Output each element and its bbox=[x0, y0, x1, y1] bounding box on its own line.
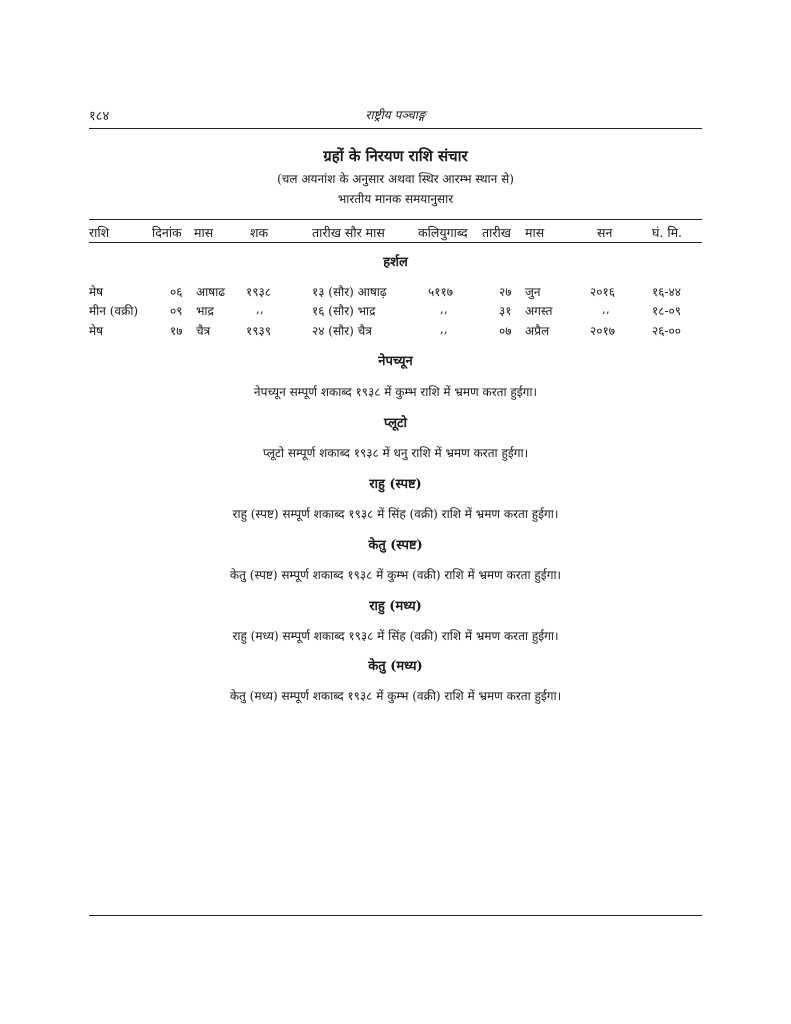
column-header-time: घं. मि. bbox=[652, 225, 683, 240]
table-cell-month: अगस्त bbox=[525, 304, 553, 318]
section-text-ketu-madhya: केतु (मध्य) सम्पूर्ण शकाब्द १९३८ में कुम्भ (वक्री) राशि में भ्रमण करता हुईगा। bbox=[229, 689, 562, 703]
table-cell-shaka: १९३९ bbox=[246, 324, 271, 338]
column-header-tarikh: तारीख bbox=[482, 225, 511, 240]
column-header-masa: मास bbox=[194, 225, 214, 240]
table-cell-rashi: मेष bbox=[89, 324, 104, 338]
page-title: ग्रहों के निरयण राशि संचार bbox=[323, 147, 468, 165]
table-cell-date: ०६ bbox=[170, 285, 183, 299]
table-cell-masa: चैत्र bbox=[196, 324, 211, 338]
column-header-month: मास bbox=[525, 225, 545, 240]
table-cell-rashi: मीन (वक्री) bbox=[89, 304, 139, 318]
section-heading-ketu-spasht: केतु (स्पष्ट) bbox=[368, 538, 423, 553]
column-header-shaka: शक bbox=[250, 225, 269, 240]
table-cell-kali: ५११७ bbox=[428, 285, 453, 299]
section-heading-rahu-spasht: राहु (स्पष्ट) bbox=[369, 477, 422, 492]
section-heading-rahu-madhya: राहु (मध्य) bbox=[369, 599, 422, 614]
table-cell-shaka: ,, bbox=[256, 302, 264, 316]
running-title: राष्ट्रीय पञ्चाङ्ग bbox=[365, 108, 426, 122]
section-heading-pluto: प्लूटो bbox=[384, 416, 407, 431]
table-cell-date: १७ bbox=[170, 324, 183, 338]
table-header-bottom-rule bbox=[89, 242, 702, 243]
section-heading-neptune: नेपच्यून bbox=[378, 354, 413, 369]
section-text-ketu-spasht: केतु (स्पष्ट) सम्पूर्ण शकाब्द १९३८ में कुम्भ (वक्री) राशि में भ्रमण करता हुईगा। bbox=[229, 568, 562, 582]
column-header-rashi: राशि bbox=[89, 225, 110, 240]
table-cell-time: १८-०९ bbox=[652, 304, 682, 318]
section-heading-ketu-madhya: केतु (मध्य) bbox=[368, 659, 423, 674]
table-cell-saur: १३ (सौर) आषाढ़ bbox=[312, 285, 387, 299]
section-text-rahu-madhya: राहु (मध्य) सम्पूर्ण शकाब्द १९३८ में सिंह (वक्री) राशि में भ्रमण करता हुईगा। bbox=[232, 629, 559, 643]
column-header-san: सन bbox=[597, 225, 613, 240]
table-cell-tarikh: ३१ bbox=[499, 304, 512, 318]
table-cell-time: २६-०० bbox=[652, 324, 682, 338]
table-cell-tarikh: ०७ bbox=[499, 324, 512, 338]
section-text-pluto: प्लूटो सम्पूर्ण शकाब्द १९३८ में धनु राशि में भ्रमण करता हुईगा। bbox=[262, 446, 529, 460]
table-cell-san: २०१६ bbox=[590, 285, 615, 299]
page-number: १८४ bbox=[89, 109, 110, 124]
table-cell-date: ०९ bbox=[170, 304, 183, 318]
column-header-saur-masa: तारीख सौर मास bbox=[312, 225, 385, 240]
section-text-rahu-spasht: राहु (स्पष्ट) सम्पूर्ण शकाब्द १९३८ में सिंह (वक्री) राशि में भ्रमण करता हुईगा। bbox=[232, 507, 559, 521]
table-header-top-rule bbox=[89, 219, 702, 220]
table-cell-rashi: मेष bbox=[89, 285, 104, 299]
table-cell-time: १६-४४ bbox=[652, 285, 682, 299]
page-subtitle: (चल अयनांश के अनुसार अथवा स्थिर आरम्भ स्थान से) bbox=[277, 172, 514, 186]
table-cell-kali: ,, bbox=[440, 322, 448, 336]
footer-rule bbox=[89, 915, 702, 916]
page-subtitle-2: भारतीय मानक समयानुसार bbox=[337, 192, 454, 206]
table-cell-masa: भाद्र bbox=[196, 304, 214, 318]
column-header-date: दिनांक bbox=[152, 225, 182, 240]
table-cell-shaka: १९३८ bbox=[246, 285, 271, 299]
table-cell-san: ,, bbox=[602, 302, 610, 316]
column-header-kaliyugabd: कलियुगाब्द bbox=[418, 225, 468, 240]
table-cell-month: जुन bbox=[525, 285, 541, 299]
table-cell-kali: ,, bbox=[440, 302, 448, 316]
table-cell-saur: १६ (सौर) भाद्र bbox=[312, 304, 376, 318]
section-text-neptune: नेपच्यून सम्पूर्ण शकाब्द १९३८ में कुम्भ राशि में भ्रमण करता हुईगा। bbox=[253, 385, 538, 399]
table-cell-tarikh: २७ bbox=[499, 285, 512, 299]
table-cell-masa: आषाढ bbox=[196, 285, 226, 299]
header-rule bbox=[89, 128, 702, 129]
section-heading-herschel: हर्शल bbox=[383, 255, 408, 270]
table-cell-san: २०१७ bbox=[590, 324, 615, 338]
table-cell-saur: २४ (सौर) चैत्र bbox=[312, 324, 372, 338]
table-cell-month: अप्रैल bbox=[525, 324, 550, 338]
